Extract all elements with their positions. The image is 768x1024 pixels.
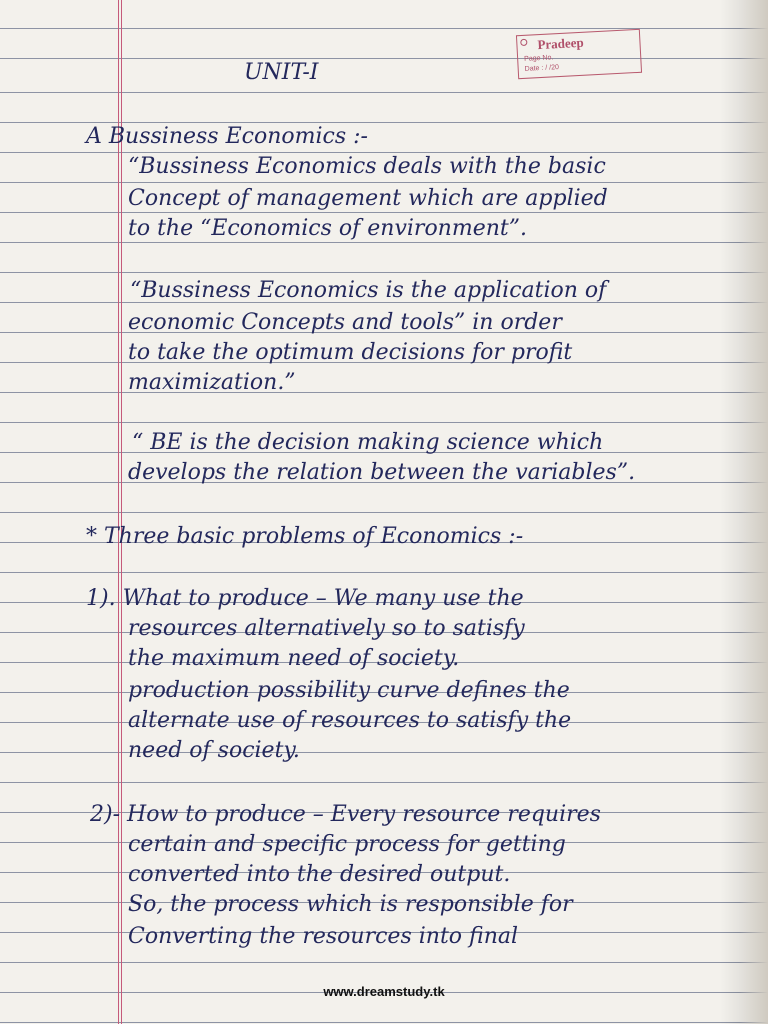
note-line: need of society. xyxy=(128,738,300,763)
note-line: 2)- How to produce – Every resource requires xyxy=(90,802,601,827)
footer-url: www.dreamstudy.tk xyxy=(323,984,445,999)
note-line: economic Concepts and tools” in order xyxy=(128,310,562,335)
note-line: Converting the resources into final xyxy=(128,924,519,949)
note-line: “Bussiness Economics deals with the basic xyxy=(128,154,606,179)
stamp-page-no: Page No. xyxy=(524,54,554,63)
note-line: “ BE is the decision making science which xyxy=(132,430,604,455)
note-line: the maximum need of society. xyxy=(128,646,460,671)
note-line: production possibility curve defines the xyxy=(128,678,570,703)
page-edge-shadow xyxy=(720,0,768,1024)
note-line: converted into the desired output. xyxy=(128,862,511,887)
note-line: certain and specific process for getting xyxy=(128,832,566,857)
note-line: resources alternatively so to satisfy xyxy=(128,616,525,641)
note-line: to the “Economics of environment”. xyxy=(128,216,527,241)
stamp-dot-icon xyxy=(520,39,527,46)
page-stamp xyxy=(516,29,642,79)
note-line: * Three basic problems of Economics :- xyxy=(86,524,524,549)
note-line: So, the process which is responsible for xyxy=(128,892,573,917)
unit-title: UNIT-I xyxy=(244,60,319,85)
margin-line xyxy=(118,0,122,1024)
note-line: Concept of management which are applied xyxy=(128,186,608,211)
note-line: to take the optimum decisions for profit xyxy=(128,340,573,365)
note-line: alternate use of resources to satisfy the xyxy=(128,708,572,733)
stamp-date: Date : / /20 xyxy=(524,64,560,73)
note-line: “Bussiness Economics is the application of xyxy=(130,278,607,303)
note-line: A Bussiness Economics :- xyxy=(86,124,368,149)
note-line: develops the relation between the variables”. xyxy=(128,460,636,485)
note-line: 1). What to produce – We many use the xyxy=(86,586,524,611)
stamp-brand: Pradeep xyxy=(537,34,585,53)
note-line: maximization.” xyxy=(128,370,296,395)
